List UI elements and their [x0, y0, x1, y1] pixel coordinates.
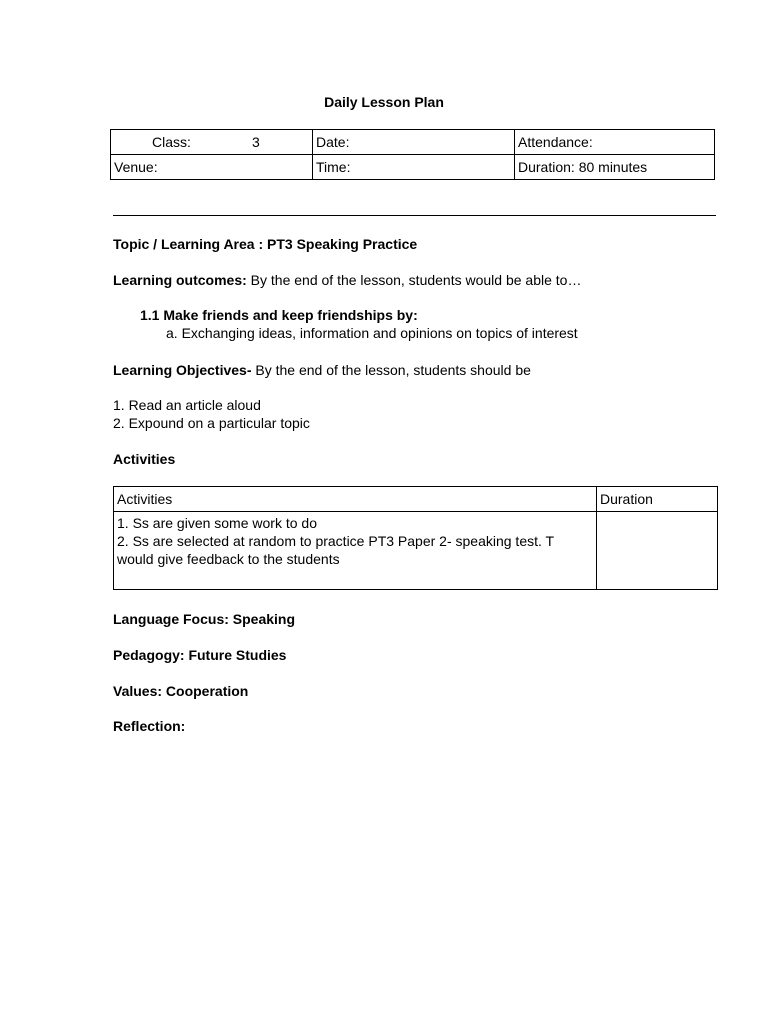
- venue-cell: Venue:: [111, 155, 313, 180]
- language-focus-text: Language Focus: Speaking: [113, 611, 296, 627]
- table-row: [111, 155, 715, 180]
- date-cell: Date:: [313, 130, 515, 155]
- language-focus: [113, 611, 295, 627]
- outcome-item-heading-text: 1.1 Make friends and keep friendships by:: [140, 307, 418, 323]
- learning-outcomes: [113, 272, 581, 288]
- activities-column-header: Activities: [114, 487, 597, 512]
- learning-objectives-label: Learning Objectives-: [113, 362, 252, 378]
- learning-objectives: [113, 362, 531, 378]
- activity-line: would give feedback to the students: [117, 551, 340, 567]
- table-row: [111, 130, 715, 155]
- class-cell: [111, 130, 313, 155]
- values: [113, 683, 248, 699]
- topic-heading: [113, 236, 417, 252]
- time-cell: Time:: [313, 155, 515, 180]
- pedagogy-text: Pedagogy: Future Studies: [113, 647, 287, 663]
- duration-cell: Duration: 80 minutes: [515, 155, 715, 180]
- activities-heading: [113, 451, 175, 467]
- page-title: Daily Lesson Plan: [324, 94, 444, 110]
- pedagogy: [113, 647, 286, 663]
- table-row: [114, 512, 718, 590]
- class-value: 3: [252, 134, 260, 150]
- reflection-text: Reflection:: [113, 718, 186, 734]
- class-label: Class:: [152, 134, 191, 150]
- learning-objectives-text: By the end of the lesson, students should be: [251, 362, 531, 378]
- activities-heading-text: Activities: [113, 451, 176, 467]
- divider: [113, 215, 716, 216]
- learning-outcomes-text: By the end of the lesson, students would be able to…: [246, 272, 582, 288]
- values-text: Values: Cooperation: [113, 683, 249, 699]
- activities-cell: [114, 512, 597, 590]
- objective-item: 1. Read an article aloud: [113, 397, 261, 413]
- duration-column-header: Duration: [597, 487, 718, 512]
- outcome-item-a: a. Exchanging ideas, information and opinions on topics of interest: [166, 325, 578, 341]
- table-header-row: [114, 487, 718, 512]
- lesson-info-table: [110, 129, 715, 180]
- reflection: [113, 718, 185, 734]
- topic-text: Topic / Learning Area : PT3 Speaking Practice: [113, 236, 418, 252]
- learning-outcomes-label: Learning outcomes:: [113, 272, 247, 288]
- objective-item: 2. Expound on a particular topic: [113, 415, 310, 431]
- activity-line: 2. Ss are selected at random to practice PT3 Paper 2- speaking test. T: [117, 533, 555, 549]
- outcome-item-heading: [140, 307, 418, 323]
- activities-table: [113, 486, 718, 590]
- activity-line: 1. Ss are given some work to do: [117, 515, 317, 531]
- attendance-cell: Attendance:: [515, 130, 715, 155]
- duration-cell: [597, 512, 718, 590]
